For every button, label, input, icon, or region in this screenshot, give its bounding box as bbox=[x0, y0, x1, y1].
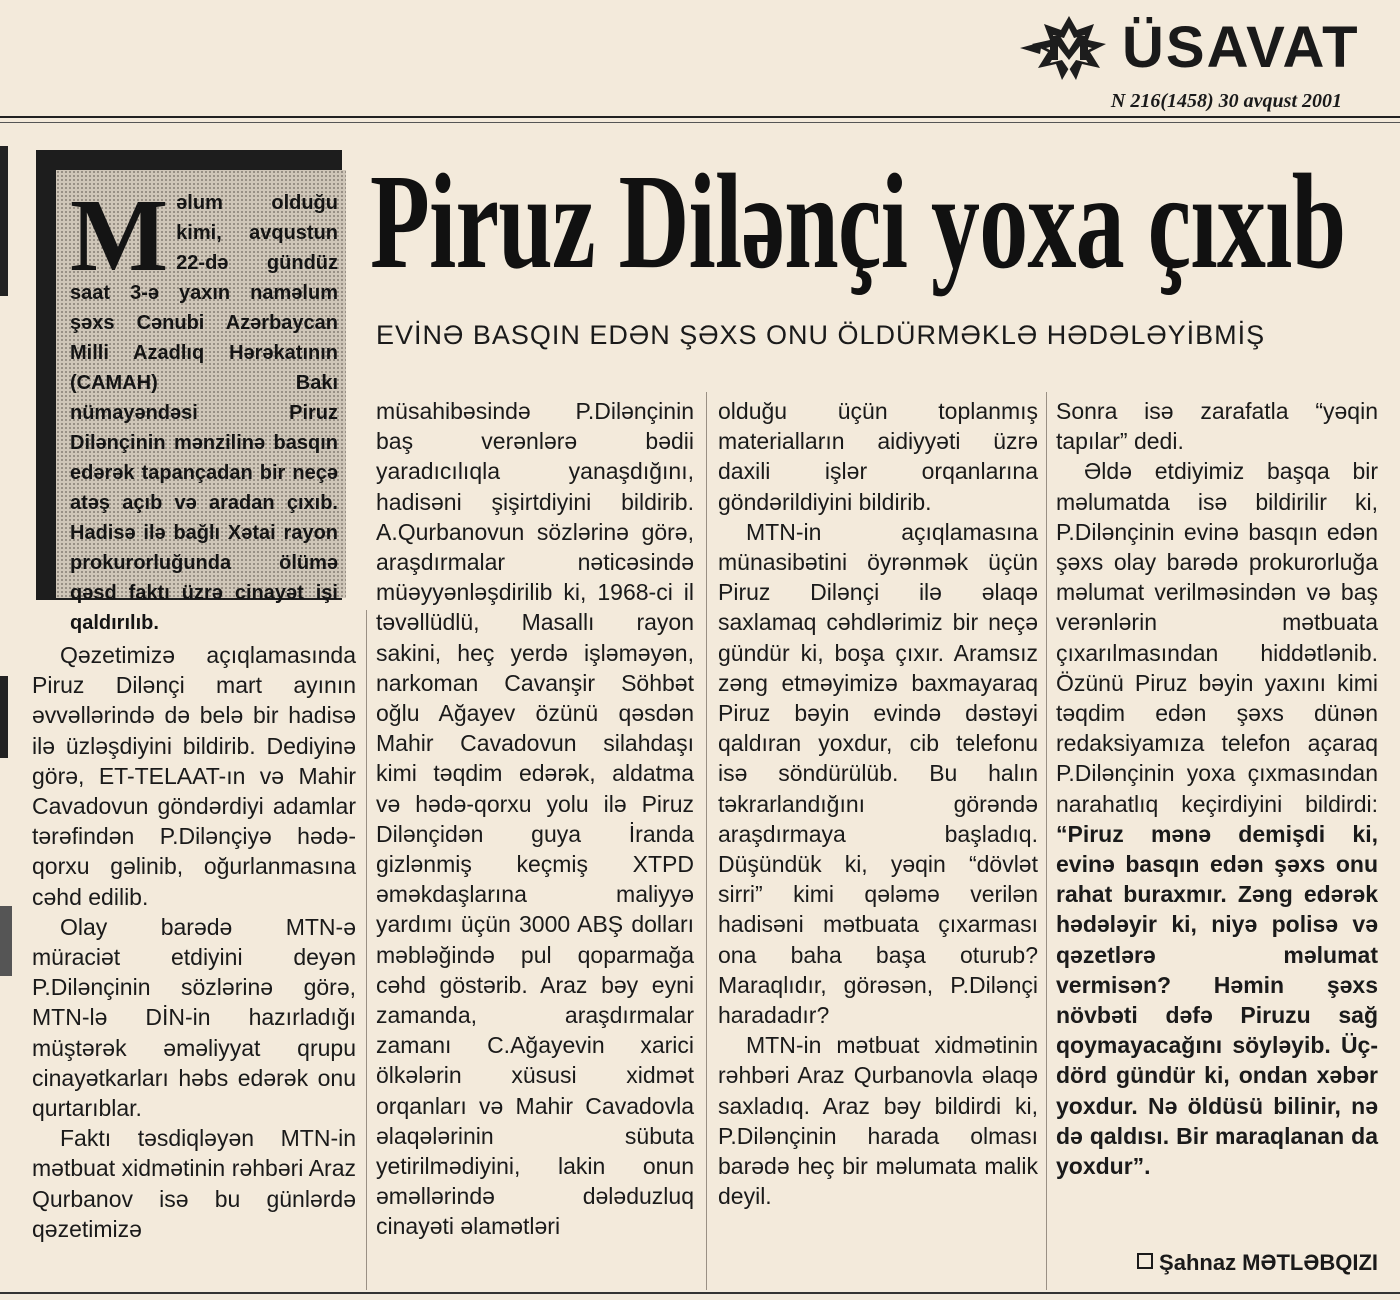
edge-mark bbox=[0, 146, 8, 296]
edge-mark bbox=[0, 906, 12, 976]
header-rule bbox=[0, 116, 1400, 118]
newspaper-brand: ÜSAVAT bbox=[1122, 15, 1360, 80]
issue-info: N 216(1458) 30 avqust 2001 bbox=[1110, 90, 1342, 112]
quote-text: “Piruz mənə demişdi ki, evinə basqın edən şəxs onu rahat buraxmır. Zəng edərək hədələyir ki, niyə polisə və qəzetlərə məlumat vermisən? Həmin şəxs növbəti dəfə Piruzu sağ qoymayacağını söyləyib. Üç-dörd gündür ki, ondan xəbər yoxdur. Nə öldüsü bilinir, nə də qaldısı. Bir maraqlanan da yoxdur”. bbox=[1056, 820, 1378, 1180]
column-divider bbox=[366, 610, 367, 1290]
drop-cap: M bbox=[70, 178, 169, 293]
square-bullet-icon bbox=[1137, 1253, 1153, 1269]
subheadline: EVİNƏ BASQIN EDƏN ŞƏXS ONU ÖLDÜRMƏKLƏ HƏDƏLƏYİBMİŞ bbox=[376, 320, 1266, 350]
paragraph: Olay barədə MTN-ə müraciət etdiyini deyən P.Dilənçinin sözlərinə görə, MTN-lə DİN-in hazırladığı müştərək əməliyyat qrupu cinayətkarları həbs edərək onu qurtarıblar. bbox=[32, 913, 356, 1122]
lead-text: əlum olduğu kimi, avqustun 22-də gündüz saat 3-ə yaxın naməlum şəxs Cənubi Azərbaycan Milli Azadlıq Hərəkatının (CAMAH) Bakı nümayəndəsi Piruz Dilənçinin mənzilinə basqın edərək tapançadan bir neçə atəş açıb və aradan çıxıb. Hadisə ilə bağlı Xətai rayon prokurorluğunda ölümə qəsd faktı üzrə cinayət işi qaldırılıb. bbox=[70, 192, 338, 634]
paragraph: MTN-in mətbuat xidmətinin rəhbəri Araz Qurbanovla əlaqə saxladıq. Araz bəy bildirdi ki, P.Dilənçinin harada olması barədə heç bir məlumata malik deyil. bbox=[718, 1032, 1038, 1210]
header-rule-thin bbox=[0, 122, 1400, 123]
lead-paragraph bbox=[70, 178, 338, 638]
paragraph: Qəzetimizə açıqlamasında Piruz Dilənçi mart ayının əvvəllərində də belə bir hadisə ilə üzləşdiyini bildirib. Dediyinə görə, ET-TELAAT-ın və Mahir Cavadovun göndərdiyi adamlar tərəfindən P.Dilənçiyə hədə-qorxu gəlinib, oğurlanmasına cəhd edilib. bbox=[32, 642, 356, 910]
usavat-logo-icon bbox=[1014, 14, 1124, 82]
column-divider bbox=[1046, 392, 1047, 1290]
article-column-3 bbox=[718, 396, 1038, 1211]
article-column-1 bbox=[32, 640, 356, 1244]
paragraph: olduğu üçün toplanmış materialların aidiyyəti üzrə daxili işlər orqanlarına göndərildiyini bildirib. bbox=[718, 398, 1038, 515]
author-name: Şahnaz MƏTLƏBQIZI bbox=[1159, 1250, 1378, 1275]
article-column-2 bbox=[376, 396, 694, 1242]
article-column-4 bbox=[1056, 396, 1378, 1181]
paragraph: MTN-in açıqlamasına münasibətini öyrənmək üçün Piruz Dilənçi ilə əlaqə saxlamaq cəhdlərimiz bir neçə gündür ki, boşa çıxır. Aramsız zəng etməyimizə baxmayaraq Piruz bəyin evində dəstəyi qaldıran yoxdur, cib telefonu isə söndürülüb. Bu halın təkrarlandığını görəndə araşdırmaya başladıq. Düşündük ki, yəqin “dövlət sirri” kimi qələmə verilən hadisəni mətbuata çıxarması ona baha başa oturub? Maraqlıdır, görəsən, P.Dilənçi haradadır? bbox=[718, 518, 1038, 1029]
footer-rule bbox=[0, 1292, 1400, 1294]
paragraph-text: Əldə etdiyimiz başqa bir məlumatda isə bildirilir ki, P.Dilənçinin evinə basqın edən şəxs olay barədə prokurorluğa məlumat verilməsindən və baş verənlərin mətbuata çıxarılmasından hiddətlənib. Özünü Piruz bəyin yaxını kimi təqdim edən şəxs dünən redaksiyamıza telefon açaraq P.Dilənçinin yoxa çıxmasından narahatlıq keçirdiyini bildirdi: bbox=[1056, 458, 1378, 817]
paragraph: Sonra isə zarafatla “yəqin tapılar” dedi. bbox=[1056, 398, 1378, 455]
lead-box bbox=[56, 170, 346, 634]
headline: Piruz Dilənçi yoxa çıxıb bbox=[370, 147, 1346, 297]
edge-mark bbox=[0, 676, 8, 758]
paragraph bbox=[1056, 456, 1378, 1181]
byline bbox=[1137, 1250, 1378, 1276]
column-divider bbox=[706, 392, 707, 1290]
paragraph: müsahibəsində P.Dilənçinin baş verənlərə bədii yaradıcılıqla yanaşdığını, hadisəni şişirtdiyini bildirib. A.Qurbanovun sözlərinə görə, araşdırmalar nəticəsində müəyyənləşdirilib ki, 1968-ci il təvəllüdlü, Masallı rayon sakini, heç yerdə işləməyən, narkoman Cavanşir Söhbət oğlu Ağayev özünü qəsdən Mahir Cavadovun silahdaşı kimi təqdim edərək, aldatma və hədə-qorxu yolu ilə Piruz Dilənçidən guya İranda gizlənmiş keçmiş XTPD əməkdaşlarına maliyyə yardımı üçün 3000 ABŞ dolları məbləğində pul qoparmağa cəhd göstərib. Araz bəy eyni zamanda, araşdırmalar zamanı C.Ağayevin xarici ölkələrin xüsusi xidmət orqanları və Mahir Cavadovla əlaqələrinin sübuta yetirilmədiyini, lakin onun əməllərində dələduzluq cinayəti əlamətləri bbox=[376, 398, 694, 1240]
masthead bbox=[1010, 8, 1370, 118]
paragraph: Faktı təsdiqləyən MTN-in mətbuat xidmətinin rəhbəri Araz Qurbanov isə bu günlərdə qəzetimizə bbox=[32, 1125, 356, 1242]
